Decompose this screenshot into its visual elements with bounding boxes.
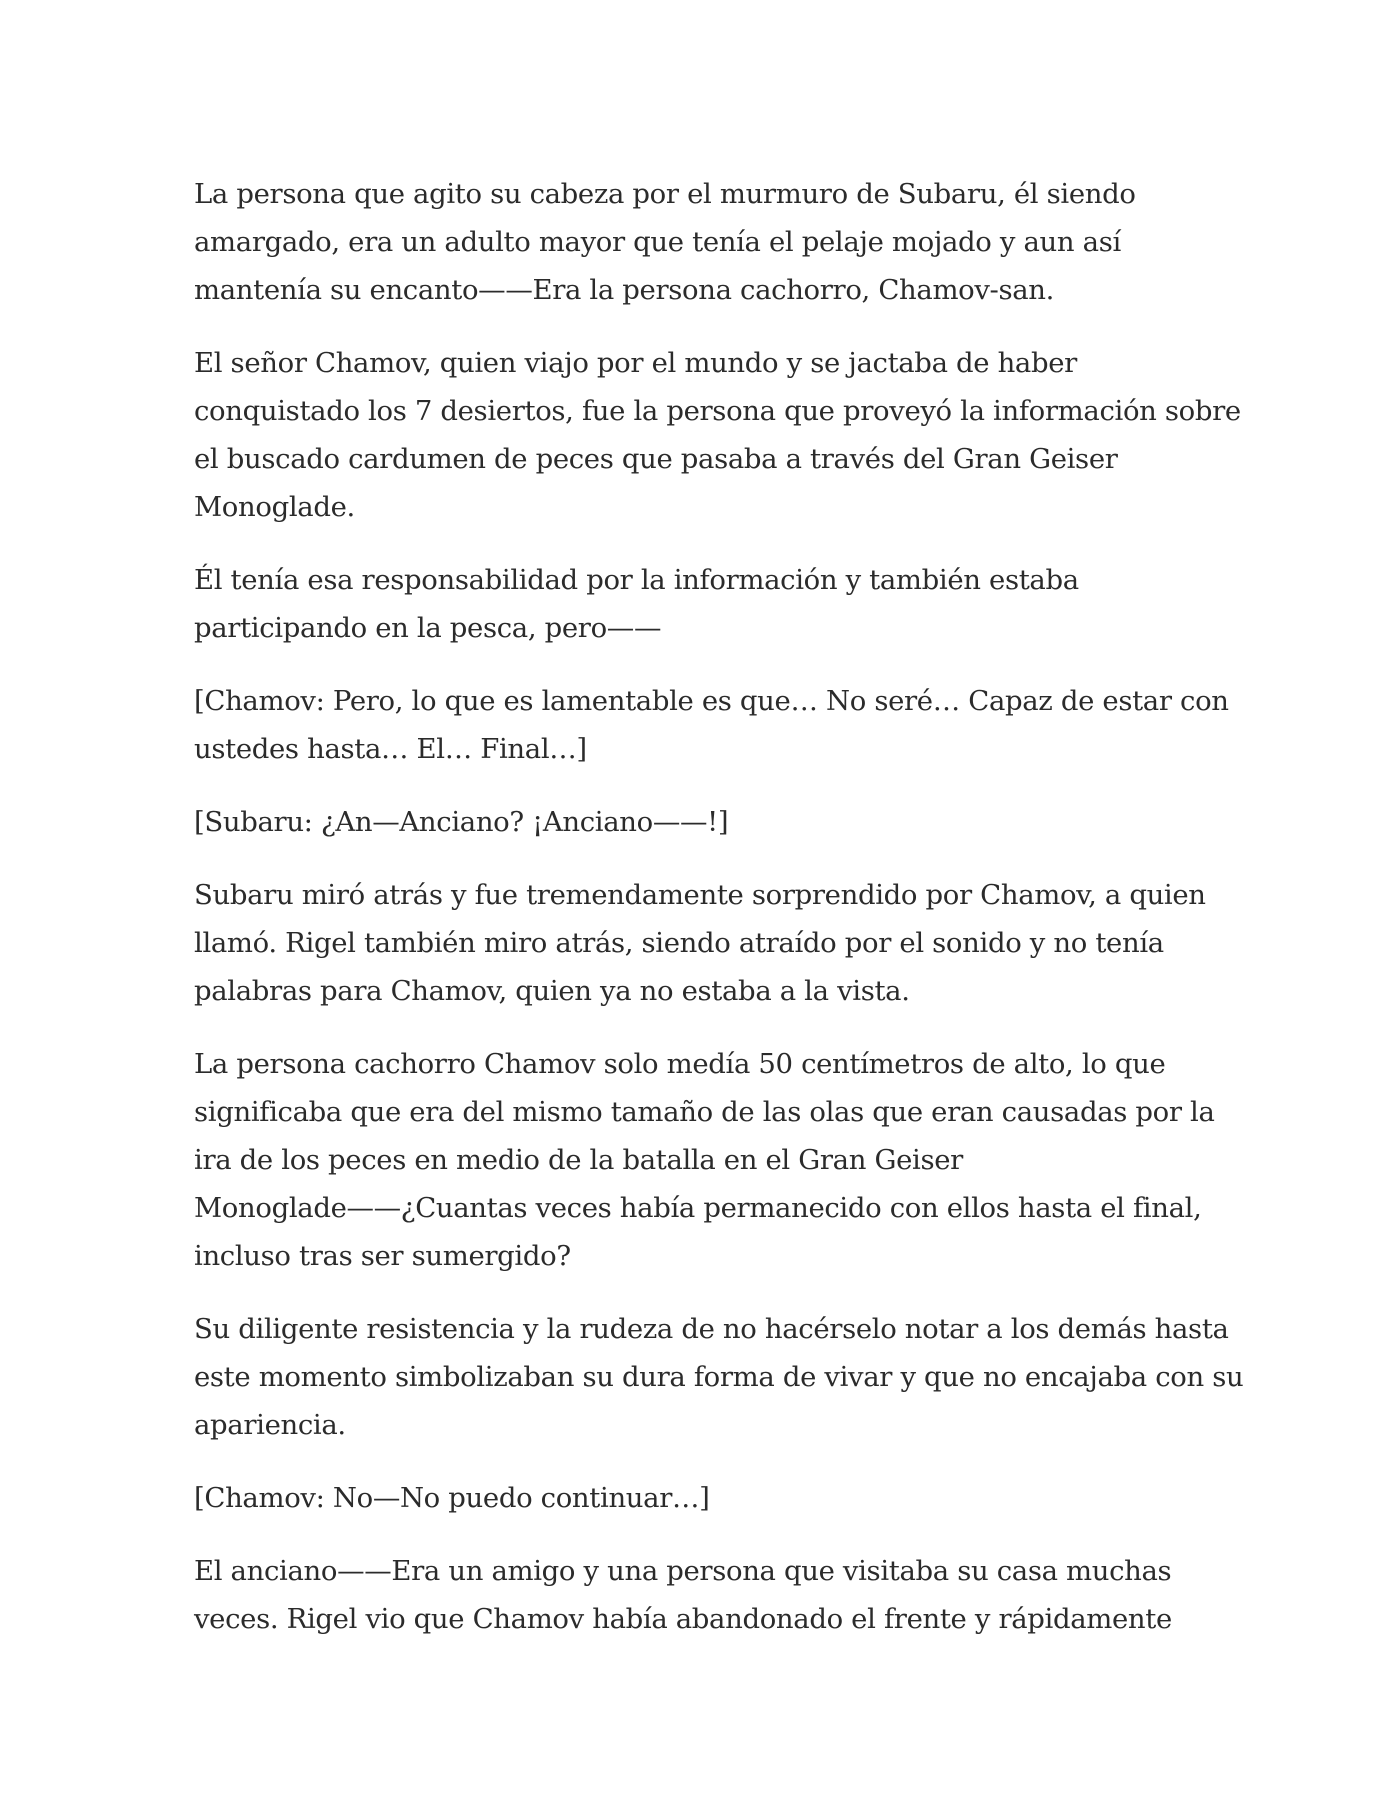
text-line: La persona cachorro Chamov solo medía 50 centímetros de alto, lo que xyxy=(194,1048,1166,1080)
dialogue-paragraph xyxy=(194,798,1214,846)
text-line: mantenía su encanto——Era la persona cachorro, Chamov-san. xyxy=(194,274,1055,306)
text-line: amargado, era un adulto mayor que tenía el pelaje mojado y aun así xyxy=(194,226,1121,258)
text-line: apariencia. xyxy=(194,1409,346,1441)
paragraph xyxy=(194,170,1214,314)
text-line: Monoglade——¿Cuantas veces había permanecido con ellos hasta el final, xyxy=(194,1192,1202,1224)
text-line: Su diligente resistencia y la rudeza de no hacérselo notar a los demás hasta xyxy=(194,1313,1229,1345)
paragraph xyxy=(194,1040,1214,1280)
text-line: llamó. Rigel también miro atrás, siendo atraído por el sonido y no tenía xyxy=(194,927,1164,959)
text-line: Monoglade. xyxy=(194,491,355,523)
text-line: el buscado cardumen de peces que pasaba a través del Gran Geiser xyxy=(194,443,1118,475)
text-line: [Chamov: No—No puedo continuar…] xyxy=(194,1482,710,1514)
text-line: incluso tras ser sumergido? xyxy=(194,1240,571,1272)
text-line: El anciano——Era un amigo y una persona que visitaba su casa muchas xyxy=(194,1555,1172,1587)
paragraph xyxy=(194,556,1214,652)
text-line: significaba que era del mismo tamaño de las olas que eran causadas por la xyxy=(194,1096,1215,1128)
text-line: El señor Chamov, quien viajo por el mundo y se jactaba de haber xyxy=(194,347,1077,379)
paragraph xyxy=(194,339,1241,531)
dialogue-paragraph xyxy=(194,1474,1214,1522)
text-line: conquistado los 7 desiertos, fue la persona que proveyó la información sobre xyxy=(194,395,1241,427)
body-text xyxy=(194,170,1244,1668)
text-line: La persona que agito su cabeza por el murmuro de Subaru, él siendo xyxy=(194,178,1136,210)
text-line: [Subaru: ¿An—Anciano? ¡Anciano——!] xyxy=(194,806,729,838)
text-line: ustedes hasta… El… Final…] xyxy=(194,733,587,765)
paragraph xyxy=(194,1305,1244,1449)
paragraph xyxy=(194,1547,1214,1643)
dialogue-paragraph xyxy=(194,677,1229,773)
text-line: este momento simbolizaban su dura forma de vivar y que no encajaba con su xyxy=(194,1361,1244,1393)
text-line: [Chamov: Pero, lo que es lamentable es que… No seré… Capaz de estar con xyxy=(194,685,1229,717)
text-line: Él tenía esa responsabilidad por la información y también estaba xyxy=(194,564,1079,596)
paragraph xyxy=(194,871,1214,1015)
text-line: palabras para Chamov, quien ya no estaba a la vista. xyxy=(194,975,910,1007)
text-line: participando en la pesca, pero—— xyxy=(194,612,662,644)
text-line: Subaru miró atrás y fue tremendamente sorprendido por Chamov, a quien xyxy=(194,879,1206,911)
text-line: ira de los peces en medio de la batalla en el Gran Geiser xyxy=(194,1144,963,1176)
text-line: veces. Rigel vio que Chamov había abandonado el frente y rápidamente xyxy=(194,1603,1172,1635)
